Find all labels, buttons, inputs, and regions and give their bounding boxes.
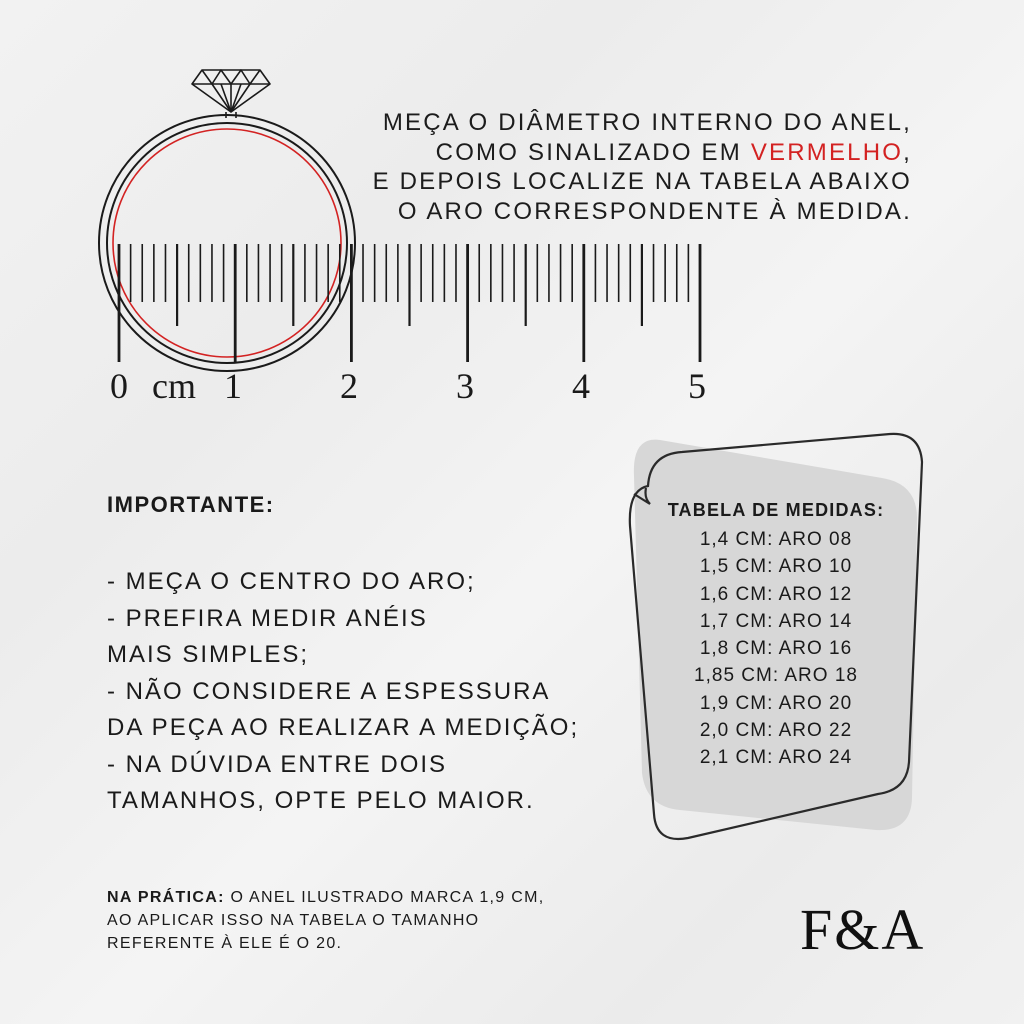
important-title: IMPORTANTE:	[107, 492, 275, 517]
ruler-ticks	[119, 244, 700, 362]
tip-line: DA PEÇA AO REALIZAR A MEDIÇÃO;	[107, 714, 580, 741]
instructions-line-4: O ARO CORRESPONDENTE À MEDIDA.	[397, 197, 912, 225]
practice-line-1-text: O ANEL ILUSTRADO MARCA 1,9 CM,	[224, 889, 545, 906]
instructions-line-2-pre: COMO SINALIZADO EM	[435, 138, 751, 166]
important-tips-list	[107, 564, 579, 820]
practice-line-1	[107, 886, 544, 909]
ruler-label-1: 1	[224, 366, 242, 406]
tip-line: - PREFIRA MEDIR ANÉIS	[107, 604, 428, 632]
size-table-row: 1,4 CM: ARO 08	[699, 529, 853, 550]
ruler-label-4: 4	[572, 366, 590, 406]
tip-line: MAIS SIMPLES;	[107, 641, 310, 668]
practice-note	[107, 886, 544, 955]
size-table	[630, 500, 922, 772]
size-table-title: TABELA DE MEDIDAS:	[667, 500, 885, 520]
tip-line: TAMANHOS, OPTE PELO MAIOR.	[107, 787, 535, 814]
size-table-row: 1,6 CM: ARO 12	[699, 583, 853, 605]
instructions-text	[352, 108, 912, 226]
size-table-row: 2,0 CM: ARO 22	[699, 720, 853, 742]
ruler-labels	[110, 366, 706, 406]
diamond-icon	[192, 70, 270, 118]
practice-label: NA PRÁTICA:	[107, 889, 225, 906]
highlight-red-word: VERMELHO	[750, 138, 904, 166]
size-table-row: 1,85 CM: ARO 18	[694, 665, 858, 687]
tip-line: - MEÇA O CENTRO DO ARO;	[107, 568, 476, 595]
tip-line: - NÃO CONSIDERE A ESPESSURA	[107, 677, 551, 705]
size-table-row: 2,1 CM: ARO 24	[699, 747, 853, 769]
ruler-unit: cm	[152, 366, 196, 406]
ring-outer-circle	[99, 115, 355, 371]
instructions-line-2	[352, 138, 912, 168]
ruler-label-0: 0	[110, 366, 128, 406]
tip-line: - NA DÚVIDA ENTRE DOIS	[107, 750, 448, 778]
size-table-row: 1,8 CM: ARO 16	[699, 638, 853, 660]
brand-logo: F&A	[800, 897, 926, 962]
size-table-row: 1,7 CM: ARO 14	[699, 610, 853, 632]
ruler-label-2: 2	[340, 366, 358, 406]
instructions-line-1: MEÇA O DIÂMETRO INTERNO DO ANEL,	[382, 109, 912, 136]
ruler-label-3: 3	[456, 366, 474, 406]
size-table-row: 1,9 CM: ARO 20	[699, 692, 853, 714]
instructions-line-3: E DEPOIS LOCALIZE NA TABELA ABAIXO	[372, 168, 912, 195]
practice-line-2: AO APLICAR ISSO NA TABELA O TAMANHO	[107, 912, 480, 929]
practice-line-3: REFERENTE À ELE É O 20.	[107, 935, 343, 952]
ruler-label-5: 5	[688, 366, 706, 406]
size-table-row: 1,5 CM: ARO 10	[699, 556, 853, 578]
ring-inner-circle	[107, 123, 347, 363]
ring-measure-circle	[113, 129, 341, 357]
instructions-line-2-post: ,	[903, 138, 912, 166]
